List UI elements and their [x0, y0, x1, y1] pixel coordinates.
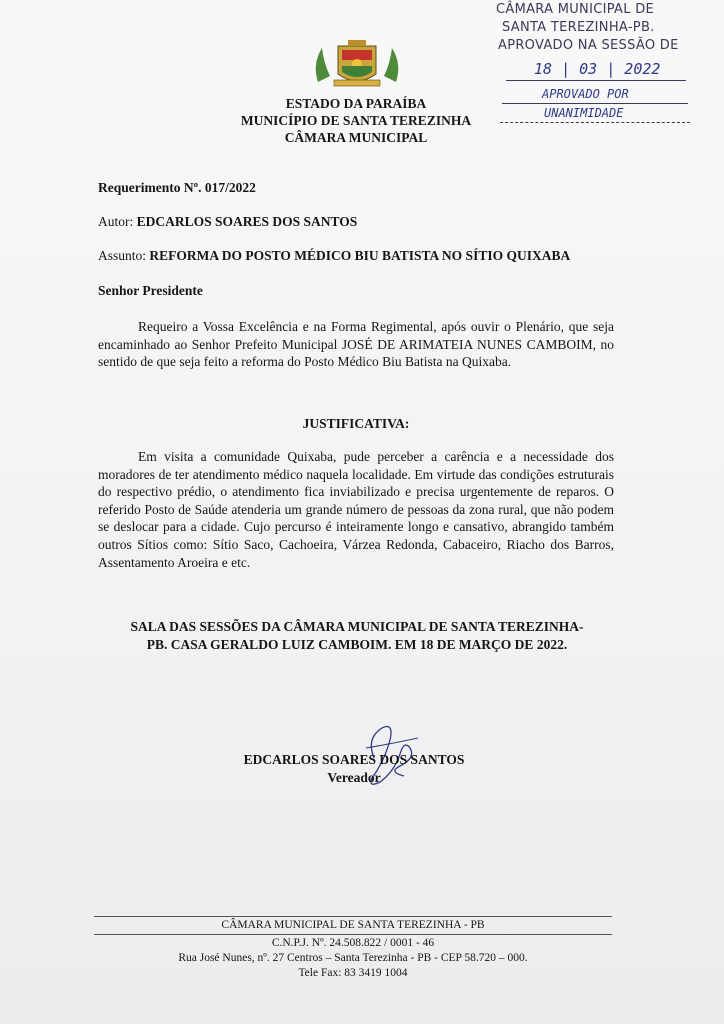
closing-line-1: SALA DAS SESSÕES DA CÂMARA MUNICIPAL DE SANTA TEREZINHA- — [130, 619, 584, 634]
stamp-handwritten-1: APROVADO POR — [542, 87, 629, 101]
footer-divider-top — [94, 916, 612, 917]
footer-chamber: CÂMARA MUNICIPAL DE SANTA TEREZINHA - PB — [221, 919, 485, 931]
stamp-line-2: SANTA TEREZINHA-PB. — [502, 20, 655, 35]
stamp-line-3: APROVADO NA SESSÃO DE — [498, 38, 679, 53]
stamp-date: 18 | 03 | 2022 — [534, 60, 661, 78]
justificativa-paragraph — [98, 448, 614, 571]
header-municipality: MUNICÍPIO DE SANTA TEREZINHA — [240, 113, 472, 128]
autor-value: EDCARLOS SOARES DOS SANTOS — [136, 214, 358, 229]
justificativa-title: JUSTIFICATIVA: — [302, 416, 410, 431]
request-text: Requeiro a Vossa Excelência e na Forma Regimental, após ouvir o Plenário, que seja encaminhado ao Senhor Prefeito Municipal JOSÉ DE ARIMATEIA NUNES CAMBOIM, no sentido de que seja feito a reforma do Posto Médico Biu Batista na Quixaba. — [98, 319, 614, 370]
autor-label: Autor: — [98, 214, 134, 229]
request-paragraph — [98, 318, 614, 371]
assunto-label: Assunto: — [98, 248, 147, 263]
autor-line — [98, 214, 357, 230]
header-chamber: CÂMARA MUNICIPAL — [284, 130, 428, 145]
signer-role: Vereador — [327, 770, 381, 785]
justificativa-text: Em visita a comunidade Quixaba, pude perceber a carência e a necessidade dos moradores de ter atendimento médico naquela localidade. Em virtude das condições estruturais do respectivo prédio, o atendimento fica inviabilizado e precisa urgentemente de reparos. O referido Posto de Saúde atenderia um grande número de pessoas da zona rural, que não podem se deslocar para a cidade. Cujo percurso é inteiramente longo e cansativo, abrangido também outros Sítios como: Sítio Saco, Cachoeira, Várzea Redonda, Cabaceiro, Riacho dos Barros, Assentamento Aroeira e etc. — [98, 449, 614, 570]
header-state: ESTADO DA PARAÍBA — [285, 96, 427, 111]
signer-name: EDCARLOS SOARES DOS SANTOS — [243, 752, 465, 767]
assunto-value: REFORMA DO POSTO MÉDICO BIU BATISTA NO SÍTIO QUIXABA — [149, 248, 571, 263]
closing-line-2: PB. CASA GERALDO LUIZ CAMBOIM. EM 18 DE MARÇO DE 2022. — [146, 637, 568, 652]
stamp-line-1: CÂMARA MUNICIPAL DE — [496, 2, 655, 17]
salutation: Senhor Presidente — [98, 283, 203, 298]
stamp-handwritten-2: UNANIMIDADE — [544, 106, 624, 120]
footer-cnpj: C.N.P.J. Nº. 24.508.822 / 0001 - 46 — [271, 937, 435, 949]
footer-divider-bottom — [94, 934, 612, 935]
footer-phone: Tele Fax: 83 3419 1004 — [298, 967, 408, 979]
approval-stamp — [486, 2, 724, 130]
requerimento-number: Requerimento Nº. 017/2022 — [98, 180, 256, 195]
assunto-line — [98, 248, 570, 264]
municipal-crest-icon — [308, 38, 406, 94]
footer-address: Rua José Nunes, nº. 27 Centros – Santa Terezinha - PB - CEP 58.720 – 000. — [178, 952, 528, 964]
